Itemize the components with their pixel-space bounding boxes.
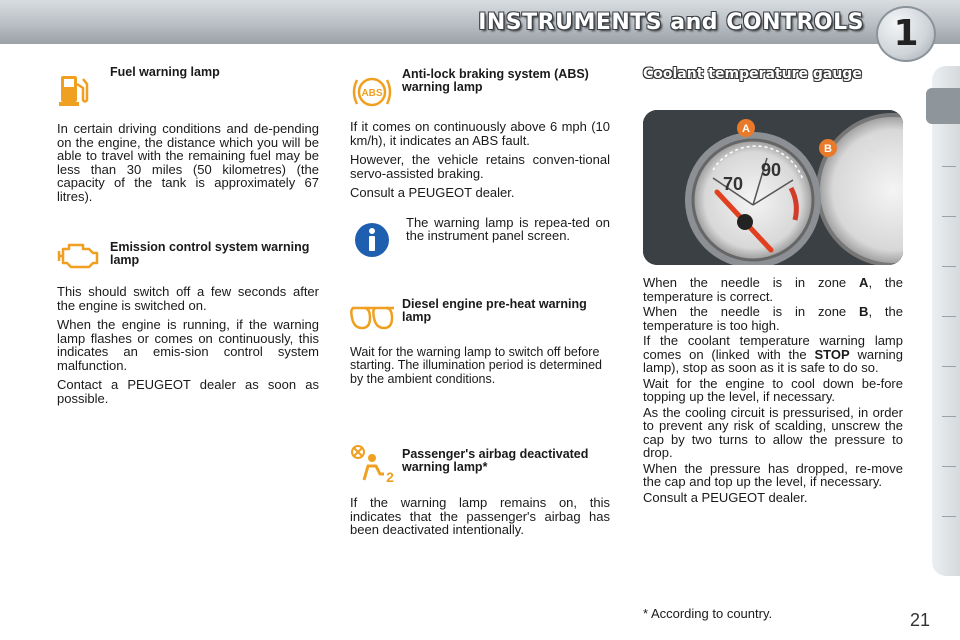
chapter-tab-active[interactable] bbox=[926, 88, 960, 124]
abs-lamp-title: Anti-lock braking system (ABS) warning lamp bbox=[402, 67, 589, 94]
svg-text:2: 2 bbox=[386, 469, 394, 484]
coolant-text-6: When the pressure has dropped, re-move the cap and top up the level, if necessary. bbox=[643, 460, 903, 489]
chapter-number: 1 bbox=[893, 13, 919, 54]
chapter-tab-strip bbox=[932, 66, 960, 576]
info-note-text: The warning lamp is repea-ted on the instrument panel screen. bbox=[406, 214, 610, 243]
coolant-text-4: Wait for the engine to cool down be-fore topping up the level, if necessary. bbox=[643, 375, 903, 404]
page-header bbox=[0, 0, 960, 54]
coolant-heading: Coolant temperature gauge bbox=[643, 66, 862, 82]
coolant-text-5: As the cooling circuit is pressurised, in order to prevent any risk of scalding, unscrew the cap by two turns to allow the pressure to drop. bbox=[643, 404, 903, 460]
coolant-text-2: When the needle is in zone B, the temperature is too high. bbox=[643, 304, 904, 333]
gauge-right-digit: 1 bbox=[865, 132, 878, 157]
column-right bbox=[643, 276, 903, 510]
emission-lamp-header bbox=[57, 231, 319, 277]
fuel-lamp-title: Fuel warning lamp bbox=[110, 65, 220, 79]
tab-divider bbox=[942, 516, 956, 517]
gauge-zone-a-label: A bbox=[742, 123, 750, 135]
section-title: INSTRUMENTS and CONTROLS bbox=[478, 10, 864, 35]
diesel-lamp-text: Wait for the warning lamp to switch off before starting. The illumination period is determined by the ambient conditions. bbox=[350, 344, 602, 386]
fuel-lamp-header bbox=[57, 66, 319, 112]
tab-divider bbox=[942, 316, 956, 317]
zone-a: A bbox=[859, 275, 869, 290]
glow-plug-icon bbox=[350, 304, 396, 330]
chapter-badge bbox=[876, 6, 936, 62]
emission-lamp-text-3: Contact a PEUGEOT dealer as soon as possible. bbox=[57, 377, 319, 406]
diesel-lamp-title: Diesel engine pre-heat warning lamp bbox=[402, 296, 587, 324]
tab-divider bbox=[942, 366, 956, 367]
coolant-gauge-illustration bbox=[643, 110, 903, 265]
abs-lamp-text-3: Consult a PEUGEOT dealer. bbox=[350, 185, 515, 200]
column-left bbox=[57, 66, 319, 411]
coolant-gauge-image bbox=[643, 110, 903, 265]
tab-divider bbox=[942, 166, 956, 167]
coolant-text-1: When the needle is in zone A, the temperature is correct. bbox=[643, 275, 904, 304]
emission-lamp-text-2: When the engine is running, if the warning lamp flashes or comes on continuously, this indicates an emis-sion control system malfunction. bbox=[57, 317, 319, 373]
tab-divider bbox=[942, 216, 956, 217]
airbag-off-icon bbox=[350, 444, 394, 484]
abs-icon bbox=[350, 74, 394, 110]
fuel-lamp-text: In certain driving conditions and de-pending on the engine, the distance which you will be able to travel with the remaining fuel may be less than 30 miles (50 kilometres) (the capacity of the tank is approximately 67 litres). bbox=[57, 121, 319, 204]
fuel-pump-icon bbox=[57, 70, 93, 108]
tab-divider bbox=[942, 266, 956, 267]
coolant-text-3: If the coolant temperature warning lamp comes on (linked with the STOP warning lamp), stop as soon as it is safe to do so. bbox=[643, 333, 903, 375]
zone-b: B bbox=[859, 304, 869, 319]
engine-icon bbox=[57, 239, 101, 269]
page-number: 21 bbox=[910, 610, 931, 630]
airbag-lamp-text: If the warning lamp remains on, this indicates that the passenger's airbag has been deactivated intentionally. bbox=[350, 495, 610, 537]
stop-label: STOP bbox=[814, 346, 850, 362]
coolant-text-7: Consult a PEUGEOT dealer. bbox=[643, 489, 808, 505]
info-note bbox=[350, 214, 610, 278]
diesel-lamp-header bbox=[350, 298, 610, 344]
column-middle bbox=[350, 66, 610, 543]
emission-lamp-title: Emission control system warning lamp bbox=[110, 240, 310, 267]
gauge-zone-b-label: B bbox=[824, 143, 832, 155]
gauge-tick-70: 70 bbox=[723, 174, 744, 194]
airbag-lamp-title: Passenger's airbag deactivated warning lamp* bbox=[402, 447, 589, 474]
tab-divider bbox=[942, 416, 956, 417]
footnote: * According to country. bbox=[643, 606, 773, 621]
gauge-tick-90: 90 bbox=[761, 160, 782, 180]
abs-lamp-text-1: If it comes on continuously above 6 mph (10 km/h), it indicates an ABS fault. bbox=[350, 119, 610, 148]
abs-lamp-text-2: However, the vehicle retains conven-tional servo-assisted braking. bbox=[350, 152, 610, 181]
tab-divider bbox=[942, 466, 956, 467]
abs-lamp-header bbox=[350, 66, 610, 116]
airbag-lamp-header bbox=[350, 442, 610, 492]
svg-text:ABS: ABS bbox=[361, 88, 383, 99]
info-icon bbox=[354, 222, 390, 258]
emission-lamp-text-1: This should switch off a few seconds after the engine is switched on. bbox=[57, 284, 319, 313]
